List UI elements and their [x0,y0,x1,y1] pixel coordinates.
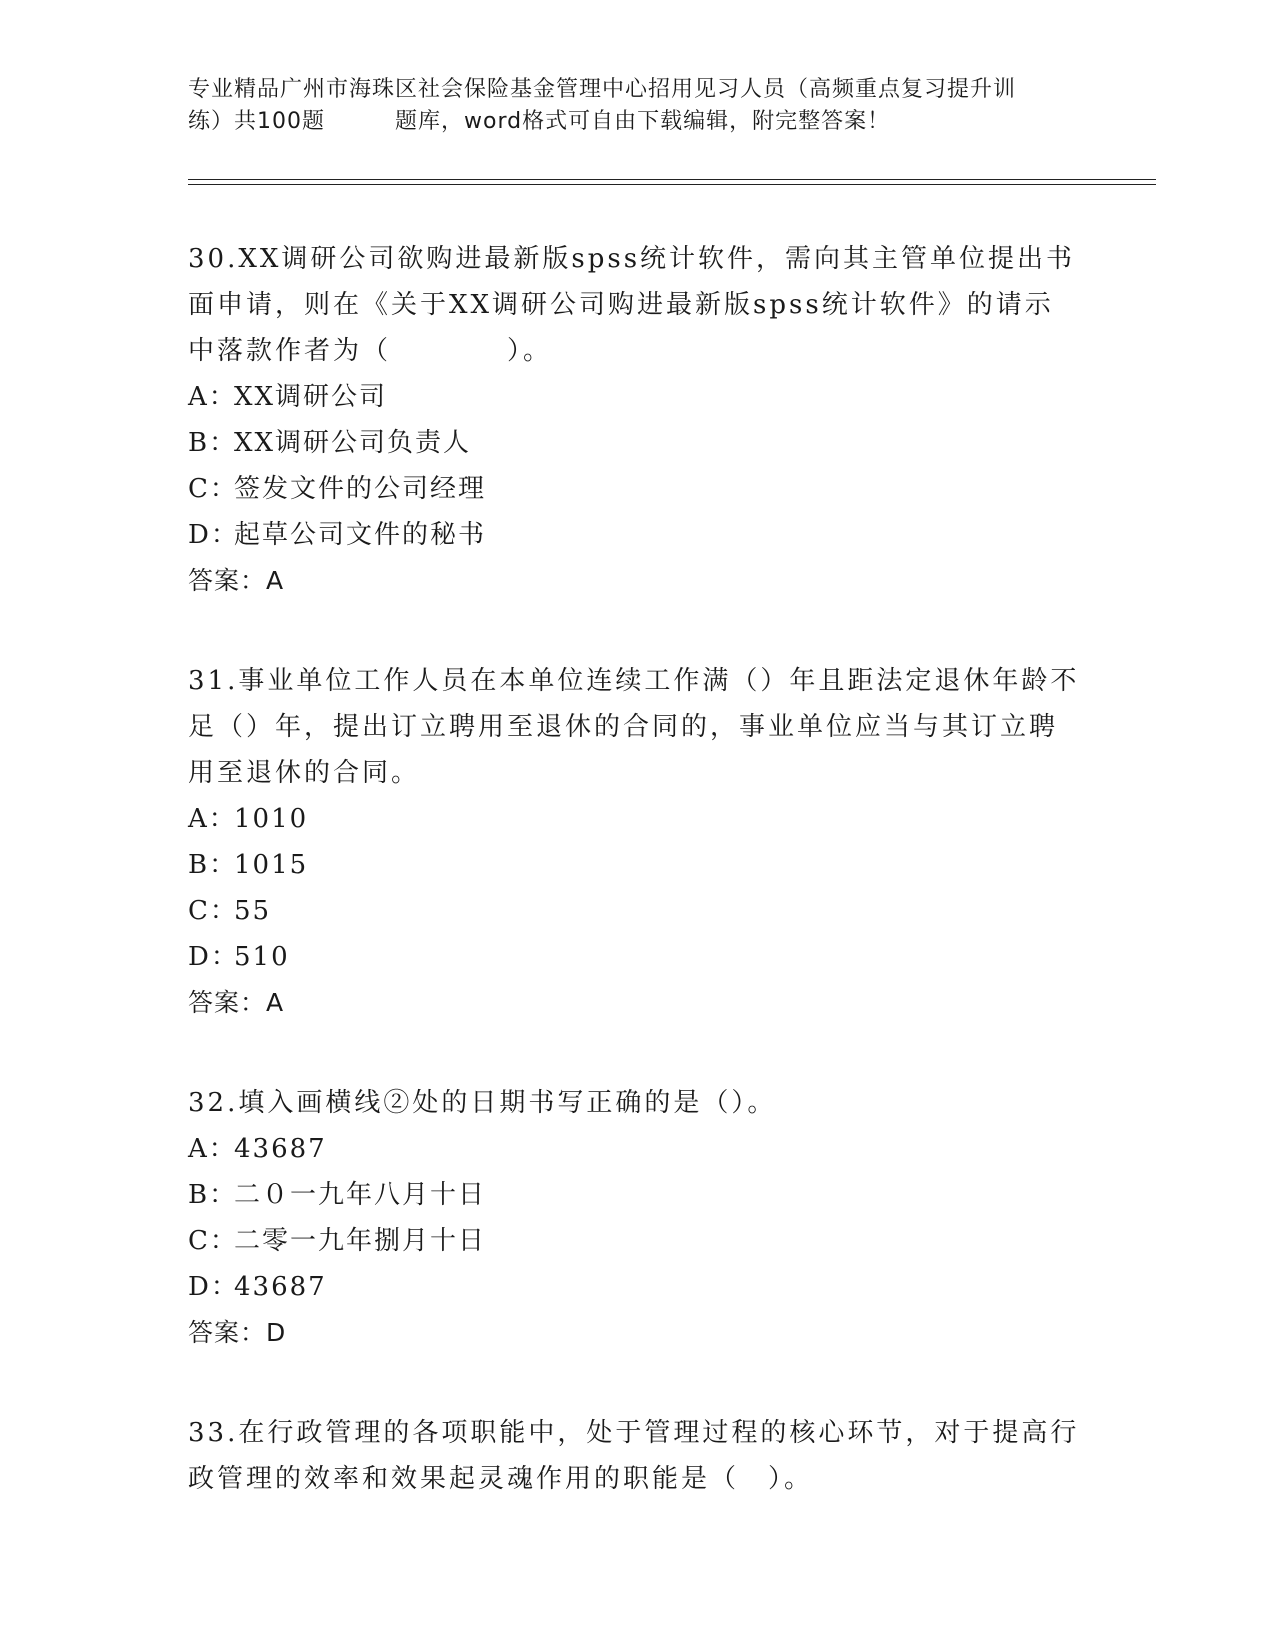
header-divider-bottom [188,184,1156,185]
answer-line: 答案：D [188,1318,287,1347]
header-divider-top [188,179,1156,180]
option-key: D： [188,520,239,550]
option-key: C： [188,896,238,926]
question-32 [188,1080,1088,1356]
option-key: A： [188,382,237,412]
option-text: 起草公司文件的秘书 [234,520,487,550]
question-list [188,236,1088,1556]
option-a [188,796,1088,842]
option-key: D： [188,942,239,972]
question-text-line: 31.事业单位工作人员在本单位连续工作满（）年且距法定退休年龄不 [188,666,1080,696]
question-30 [188,236,1088,604]
option-key: B： [188,850,238,880]
option-b [188,1172,1088,1218]
answer-line: 答案：A [188,566,285,595]
header-title-line-1: 专业精品广州市海珠区社会保险基金管理中心招用见习人员（高频重点复习提升训 [188,77,1017,102]
question-text-line: 30.XX调研公司欲购进最新版spss统计软件，需向其主管单位提出书 [188,244,1076,274]
option-key: C： [188,474,238,504]
option-d [188,1264,1088,1310]
header-title-part-1: 练）共100题 [188,109,325,134]
page-header [188,74,1088,138]
question-text-line: 32.填入画横线②处的日期书写正确的是（）。 [188,1088,777,1118]
option-text: 43687 [234,1134,327,1164]
option-text: XX调研公司 [234,382,388,412]
header-title-line-2 [188,106,1088,138]
option-text: 55 [234,896,272,926]
question-text-line: 政管理的效率和效果起灵魂作用的职能是（ ）。 [188,1464,814,1494]
option-key: C： [188,1226,238,1256]
option-key: B： [188,1180,238,1210]
answer-line: 答案：A [188,988,285,1017]
question-text-line: 33.在行政管理的各项职能中，处于管理过程的核心环节，对于提高行 [188,1418,1080,1448]
question-31 [188,658,1088,1026]
question-text-line: 面申请，则在《关于XX调研公司购进最新版spss统计软件》的请示 [188,290,1054,320]
option-key: B： [188,428,238,458]
question-text-line: 足（）年，提出订立聘用至退休的合同的，事业单位应当与其订立聘 [188,712,1059,742]
option-b [188,842,1088,888]
option-d [188,934,1088,980]
option-key: A： [188,804,237,834]
option-c [188,1218,1088,1264]
option-text: 510 [234,942,290,972]
header-title-part-2: 题库，word格式可自由下载编辑，附完整答案！ [395,109,891,134]
option-text: XX调研公司负责人 [234,428,472,458]
option-a [188,1126,1088,1172]
option-c [188,466,1088,512]
option-key: A： [188,1134,237,1164]
option-a [188,374,1088,420]
option-b [188,420,1088,466]
option-text: 二０一九年八月十日 [234,1180,487,1210]
option-d [188,512,1088,558]
question-33 [188,1410,1088,1502]
question-text-line: 用至退休的合同。 [188,758,421,788]
option-text: 43687 [234,1272,327,1302]
option-text: 1010 [234,804,309,834]
option-text: 签发文件的公司经理 [234,474,487,504]
option-text: 二零一九年捌月十日 [234,1226,487,1256]
option-c [188,888,1088,934]
option-key: D： [188,1272,239,1302]
option-text: 1015 [234,850,309,880]
question-text-line: 中落款作者为（ ）。 [188,336,553,366]
